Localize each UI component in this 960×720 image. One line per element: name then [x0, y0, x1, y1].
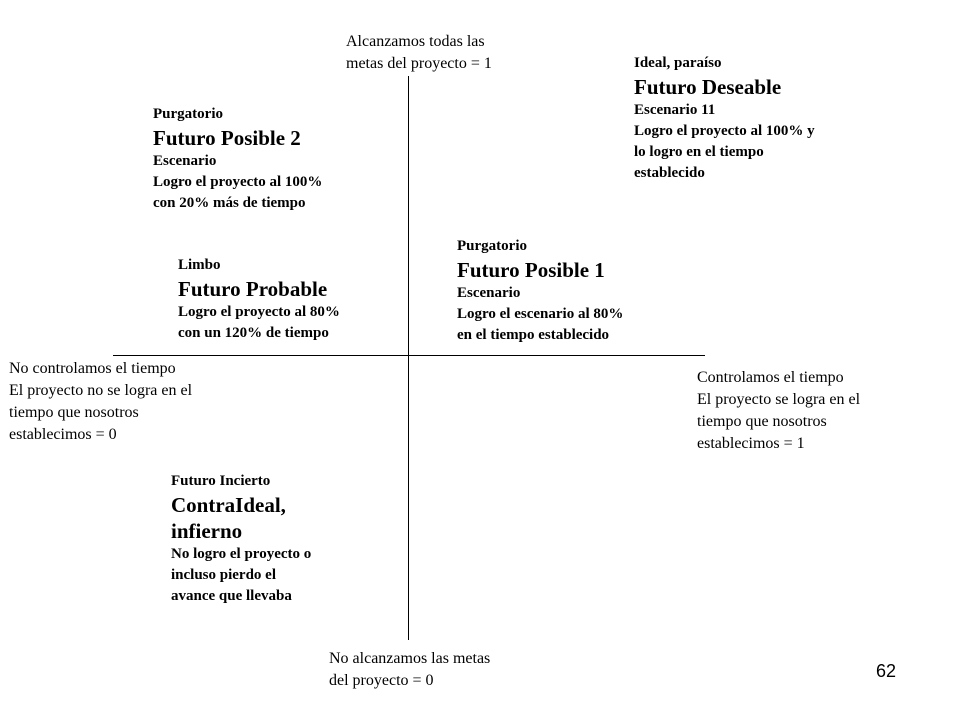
quadrant-probable: Limbo Futuro Probable Logro el proyecto al 80% con un 120% de tiempo	[178, 257, 340, 341]
axis-left-label: No controlamos el tiempo El proyecto no se logra en el tiempo que nosotros establecimos = 0	[9, 360, 193, 443]
axis-right-label: Controlamos el tiempo El proyecto se logra en el tiempo que nosotros establecimos = 1	[697, 369, 861, 452]
axis-bottom-label: No alcanzamos las metas del proyecto = 0	[329, 650, 491, 689]
quadrant-label: Futuro Incierto	[171, 473, 271, 489]
quadrant-title: Futuro Probable	[178, 277, 328, 301]
quadrant-title: ContraIdeal,	[171, 493, 286, 517]
quadrant-title: infierno	[171, 519, 243, 543]
page-number: 62	[875, 661, 896, 681]
quadrant-title: Futuro Posible 1	[457, 258, 605, 282]
horizontal-axis	[113, 355, 705, 356]
quadrant-title: Futuro Posible 2	[153, 126, 301, 150]
axis-top-label: Alcanzamos todas las metas del proyecto = 1	[346, 33, 492, 72]
quadrant-title: Futuro Deseable	[634, 75, 782, 99]
quadrant-incierto: Futuro Incierto ContraIdeal, infierno No logro el proyecto o incluso pierdo el avance que llevaba	[171, 473, 312, 604]
vertical-axis	[408, 76, 409, 640]
quadrant-label: Purgatorio	[153, 106, 223, 122]
quadrant-label: Purgatorio	[457, 238, 527, 254]
quadrant-label: Ideal, paraíso	[634, 55, 722, 71]
quadrant-posible-1: Purgatorio Futuro Posible 1 Escenario Logro el escenario al 80% en el tiempo establecido	[457, 238, 624, 343]
quadrant-posible-2: Purgatorio Futuro Posible 2 Escenario Logro el proyecto al 100% con 20% más de tiempo	[153, 106, 323, 211]
quadrant-ideal: Ideal, paraíso Futuro Deseable Escenario 11 Logro el proyecto al 100% y lo logro en el tiempo establecido	[634, 55, 815, 181]
quadrant-label: Limbo	[178, 257, 221, 273]
